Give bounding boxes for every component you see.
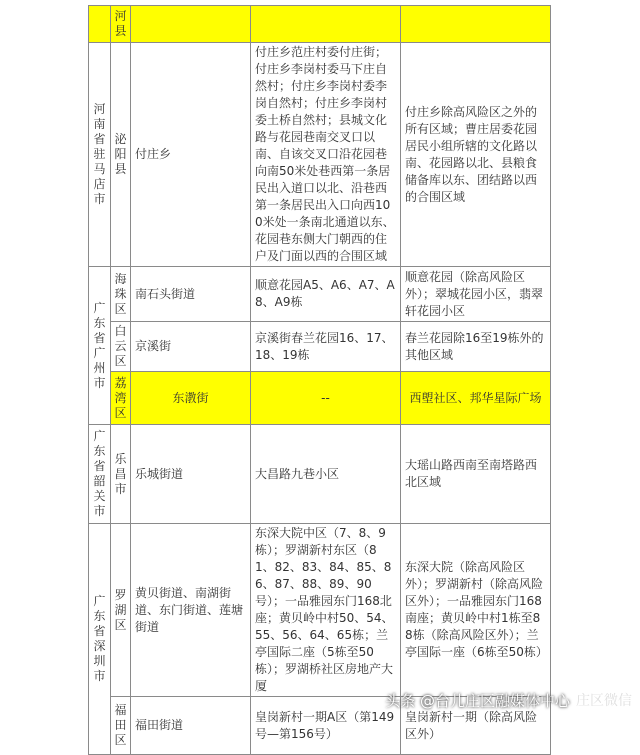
high-risk-cell: 东深大院中区（7、8、9栋）；罗湖新村东区（81、82、83、84、85、86、87、88、89、90号）；一品雅园东门168北座；黄贝岭中村50、54、55、56、64、65栋；兰亭国际二座（5栋至50栋）；罗湖桥社区房地产大厦 [251,524,401,697]
county-cell: 福田区 [111,697,131,755]
county-cell: 乐昌市 [111,425,131,524]
table-row [89,372,551,425]
table-row [89,6,551,43]
district-cell: 东漖街 [131,372,251,425]
medium-risk-cell: 皇岗新村一期（除高风险区外） [401,697,551,755]
table-row [89,322,551,372]
medium-risk-cell: 西塱社区、邦华星际广场 [401,372,551,425]
district-cell: 黄贝街道、南湖街道、东门街道、莲塘街道 [131,524,251,697]
table-row [89,267,551,322]
high-risk-cell: -- [251,372,401,425]
county-cell: 泌阳县 [111,43,131,267]
county-cell: 白云区 [111,322,131,372]
medium-risk-cell: 顺意花园（除高风险区外）；翠城花园小区，翡翠轩花园小区 [401,267,551,322]
high-risk-cell: 付庄乡范庄村委付庄街；付庄乡李岗村委马下庄自然村；付庄乡李岗村委李岗自然村；付庄乡李岗村委土桥自然村；县城文化路与花园巷南交叉口以南、自该交叉口沿花园巷向南50米处巷西第一条居民出入道口以北、沿巷西第一条居民出入口向西100米处一条南北通道以东、花园巷东侧大门朝西的住户及门面以西的合围区域 [251,43,401,267]
province-cell: 广东省广州市 [89,267,111,425]
province-cell: 河南省驻马店市 [89,43,111,267]
province-cell: 广东省韶关市 [89,425,111,524]
county-cell: 荔湾区 [111,372,131,425]
county-cell: 河县 [111,6,131,43]
table-row [89,524,551,697]
district-cell: 付庄乡 [131,43,251,267]
high-risk-cell: 京溪街春兰花园16、17、18、19栋 [251,322,401,372]
table-row [89,43,551,267]
medium-risk-cell: 大瑶山路西南至南塔路西北区域 [401,425,551,524]
county-cell: 罗湖区 [111,524,131,697]
high-risk-cell: 大昌路九巷小区 [251,425,401,524]
district-cell: 乐城街道 [131,425,251,524]
table-row [89,425,551,524]
watermark-text: 头条 @台儿庄区融媒体中心 [385,691,570,710]
district-cell: 福田街道 [131,697,251,755]
watermark-faded-text: 庄区微信 [576,693,632,709]
high-risk-cell: 顺意花园A5、A6、A7、A8、A9栋 [251,267,401,322]
medium-risk-cell: 东深大院（除高风险区外）；罗湖新村（除高风险区外）；一品雅园东门168南座；黄贝岭中村1栋至88栋（除高风险区外）；兰亭国际一座（6栋至50栋） [401,524,551,697]
county-cell: 海珠区 [111,267,131,322]
province-cell: 广东省深圳市 [89,524,111,755]
medium-risk-cell: 付庄乡除高风险区之外的所有区域；曹庄居委花园居民小组所辖的文化路以南、花园路以北、县粮食储备库以东、团结路以西的合围区域 [401,43,551,267]
district-cell: 京溪街 [131,322,251,372]
risk-area-table [88,5,551,755]
watermark [385,685,632,715]
medium-risk-cell: 春兰花园除16至19栋外的其他区域 [401,322,551,372]
high-risk-cell: 皇岗新村一期A区（第149号—第156号） [251,697,401,755]
district-cell: 南石头街道 [131,267,251,322]
